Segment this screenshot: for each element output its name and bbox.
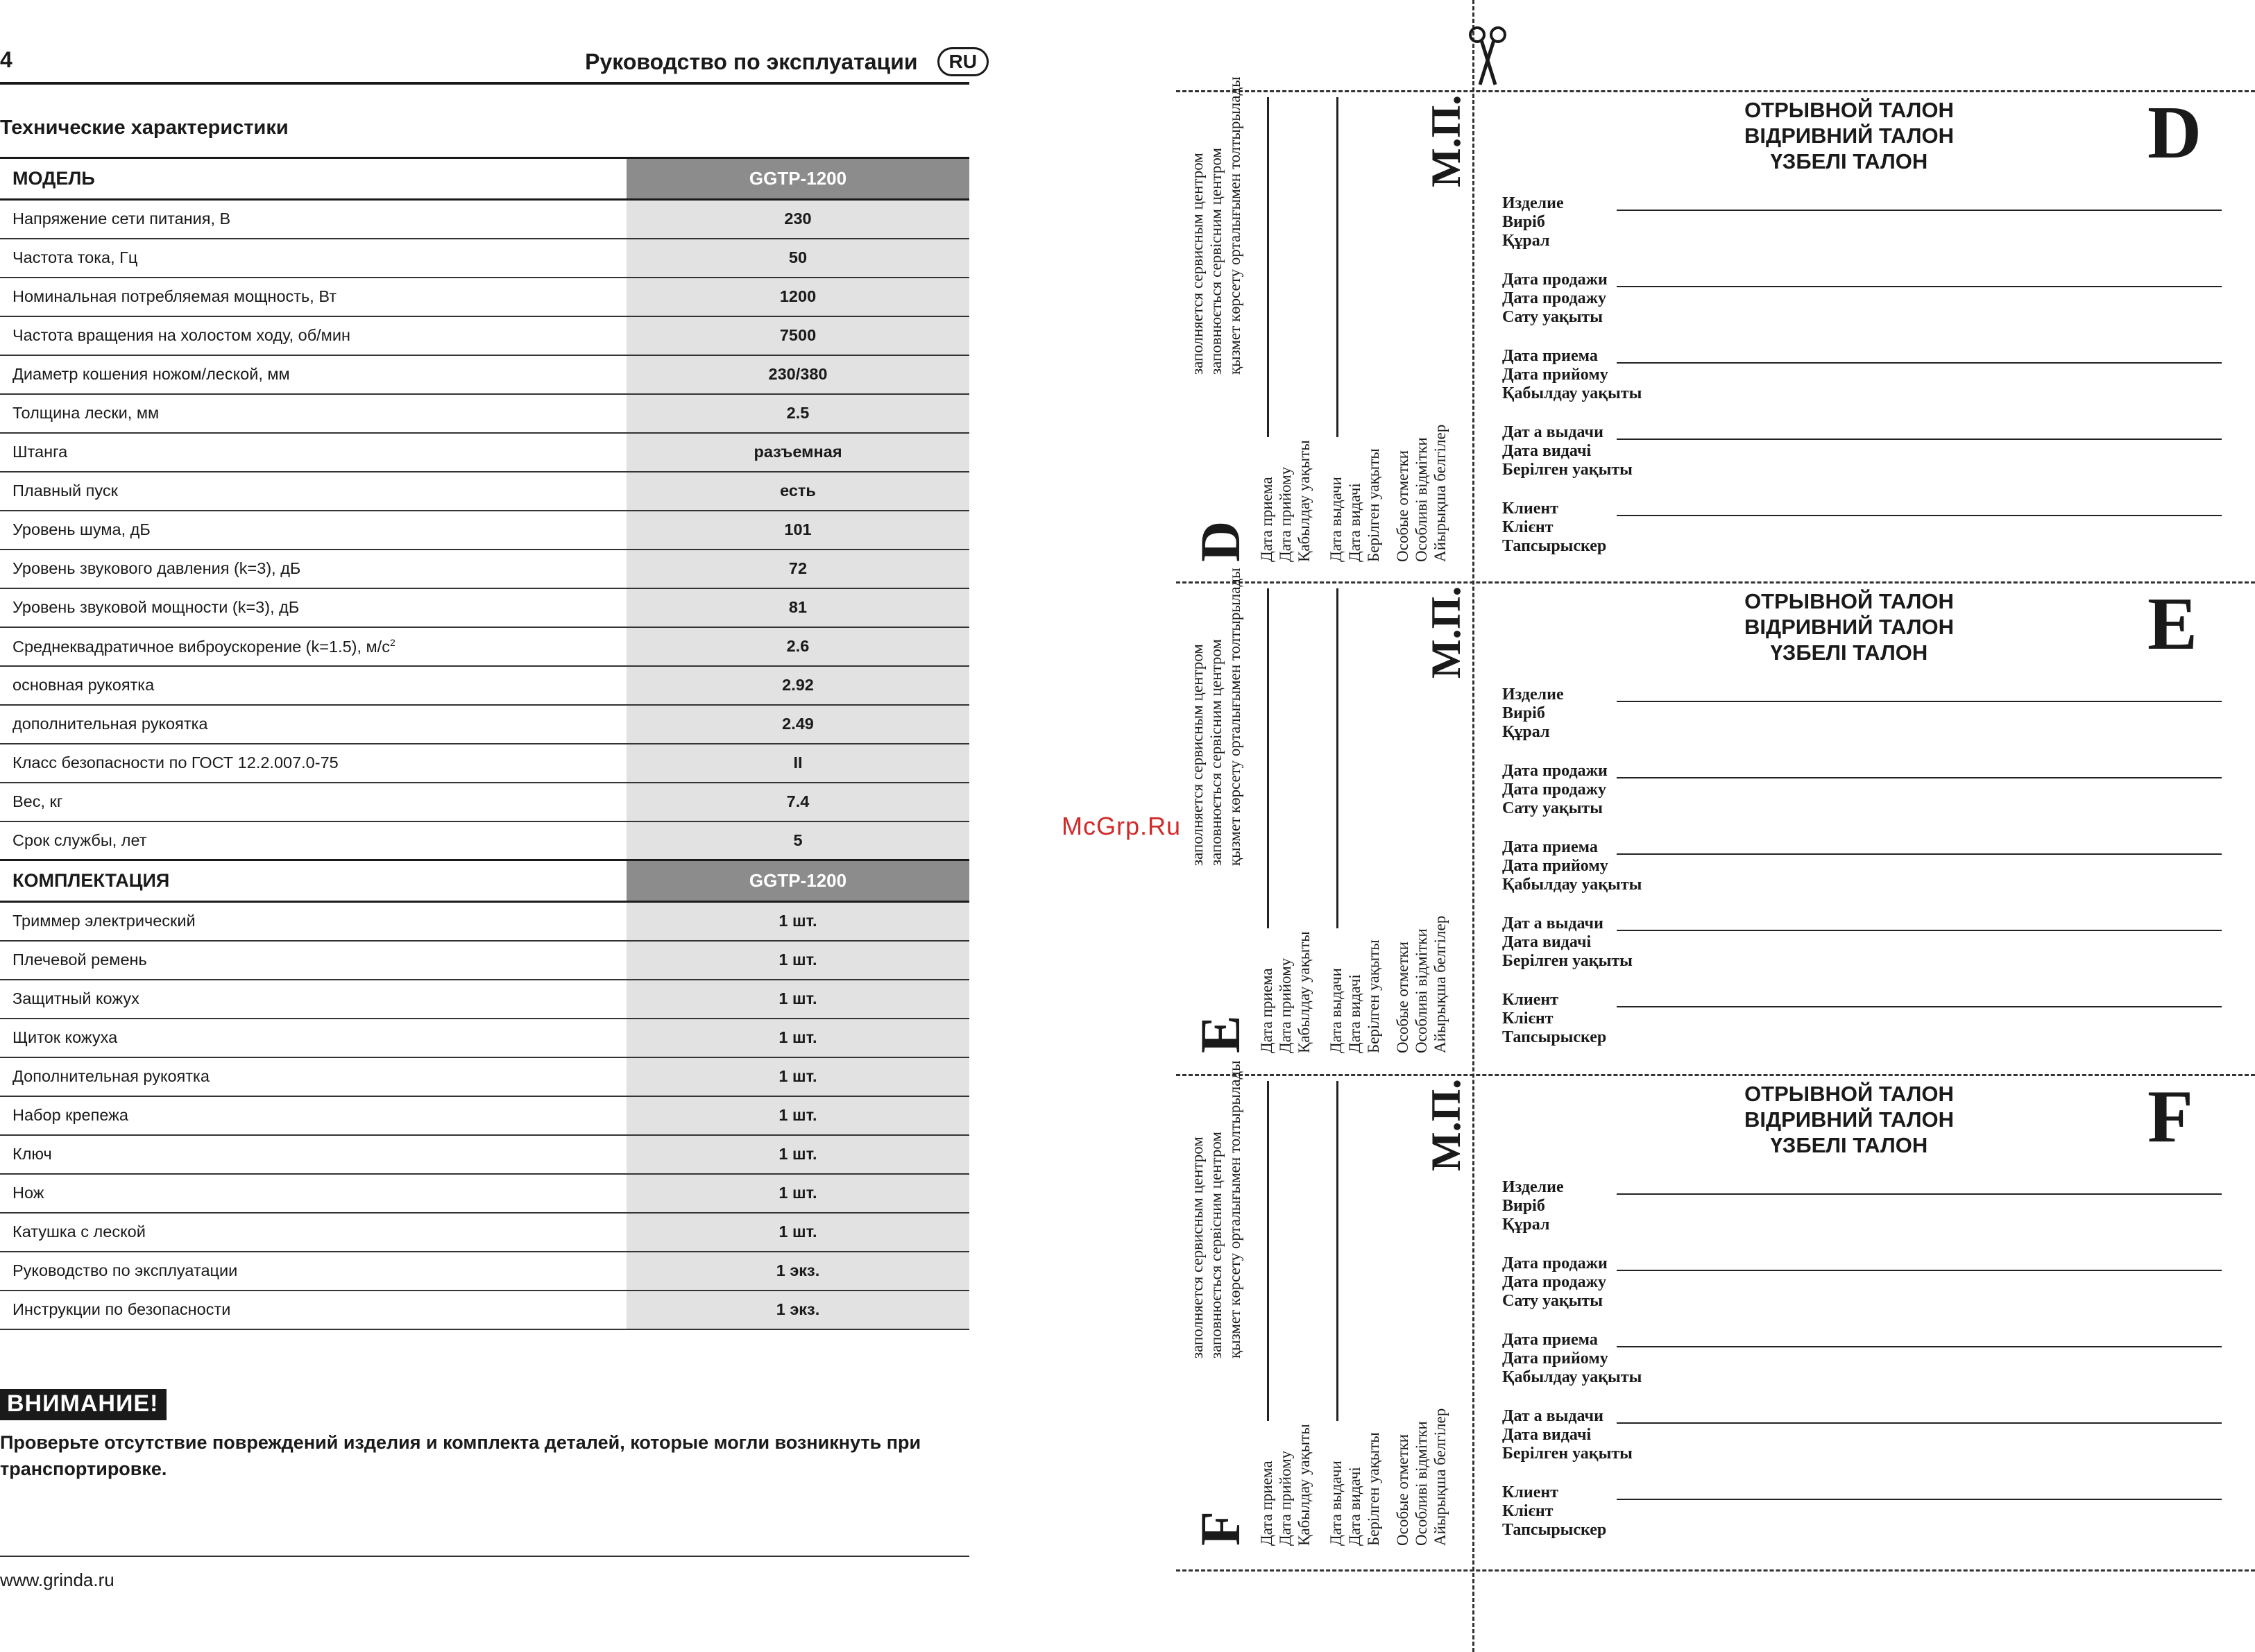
coupon-field-label: Сату уақыты bbox=[1502, 308, 1603, 326]
coupon-title-line: ОТРЫВНОЙ ТАЛОН bbox=[1744, 589, 1954, 613]
spec-table-header bbox=[0, 158, 969, 200]
row-label-text: Триммер электрический bbox=[12, 912, 196, 930]
coupon-field-line[interactable] bbox=[1617, 853, 2222, 855]
table-row bbox=[0, 550, 969, 588]
stub-issue-date-line: Дата выдачи bbox=[1327, 968, 1345, 1053]
table-row bbox=[0, 902, 969, 941]
stub-accept-date-line: Қабылдау уақыты bbox=[1295, 440, 1313, 562]
row-value: 2.92 bbox=[627, 666, 969, 705]
service-center-note-line: заполняется сервисным центром bbox=[1189, 153, 1206, 375]
stub-letter: E bbox=[1189, 1015, 1252, 1053]
row-label bbox=[0, 200, 627, 239]
coupon-field-label: Виріб bbox=[1502, 1197, 1545, 1215]
row-value: 1200 bbox=[627, 278, 969, 316]
coupon-field bbox=[1502, 1407, 1633, 1463]
coupon-field bbox=[1502, 1254, 1608, 1311]
coupon-field bbox=[1502, 1331, 1642, 1387]
coupon-field-label: Виріб bbox=[1502, 704, 1545, 722]
coupon-field-label: Дата прийому bbox=[1502, 857, 1608, 875]
row-label bbox=[0, 1019, 627, 1057]
row-value: 1 шт. bbox=[627, 1213, 969, 1252]
row-label bbox=[0, 744, 627, 783]
service-center-note-line: қызмет көрсету орталығымен толтырылады bbox=[1226, 1060, 1243, 1359]
header-rule bbox=[0, 82, 969, 85]
stub-issue-date-line: Дата видачі bbox=[1346, 974, 1363, 1053]
coupon-field-label: Дата продажу bbox=[1502, 781, 1606, 799]
coupon-field bbox=[1502, 991, 1606, 1047]
row-value: 5 bbox=[627, 821, 969, 860]
row-label bbox=[0, 783, 627, 821]
stub-special-notes-line: Особые отметки bbox=[1394, 450, 1411, 562]
row-value: 101 bbox=[627, 511, 969, 550]
stub-special-notes-line: Особливі відмітки bbox=[1413, 1421, 1430, 1546]
table-row bbox=[0, 1135, 969, 1174]
row-value: 7.4 bbox=[627, 783, 969, 821]
coupon-field-label: Дата продажу bbox=[1502, 1273, 1606, 1291]
table-row bbox=[0, 511, 969, 550]
coupon-field-line[interactable] bbox=[1617, 362, 2222, 364]
row-label bbox=[0, 394, 627, 433]
manual-title-text: Руководство по эксплуатации bbox=[585, 49, 918, 74]
row-label bbox=[0, 1213, 627, 1252]
table-row bbox=[0, 1057, 969, 1096]
row-label-text: Ключ bbox=[12, 1145, 52, 1163]
row-label-text: Уровень шума, дБ bbox=[12, 520, 151, 538]
stub-accept-date-line: Дата прийому bbox=[1277, 957, 1294, 1053]
table-row bbox=[0, 355, 969, 394]
coupon-field-label: Изделие bbox=[1502, 194, 1564, 212]
service-center-note-line: заповнюється сервісним центром bbox=[1207, 1132, 1225, 1359]
coupon-field-label: Дат а выдачи bbox=[1502, 423, 1603, 441]
coupon-title bbox=[1693, 588, 2005, 665]
service-center-note-line: заповнюється сервісним центром bbox=[1207, 639, 1225, 866]
stub-special-notes-line: Особые отметки bbox=[1394, 1434, 1411, 1546]
coupon-field-label: Сату уақыты bbox=[1502, 799, 1603, 817]
coupon-field-label: Дата продажи bbox=[1502, 271, 1608, 289]
row-value: 230/380 bbox=[627, 355, 969, 394]
row-label-sup: 2 bbox=[389, 636, 395, 648]
row-label-text: Набор крепежа bbox=[12, 1106, 128, 1124]
coupon-title-line: ВІДРИВНИЙ ТАЛОН bbox=[1744, 1107, 1954, 1132]
row-label bbox=[0, 980, 627, 1019]
coupon-field-line[interactable] bbox=[1617, 286, 2222, 287]
coupon-field bbox=[1502, 762, 1608, 818]
watermark: McGrp.Ru bbox=[1062, 812, 1182, 840]
section-title: Технические характеристики bbox=[0, 117, 289, 139]
warning-text: Проверьте отсутствие повреждений изделия и комплекта деталей, которые могли возникнуть при транспортировке. bbox=[0, 1432, 921, 1479]
coupon-field-line[interactable] bbox=[1617, 1193, 2222, 1195]
coupon-field-label: Клієнт bbox=[1502, 518, 1554, 536]
row-value: 1 экз. bbox=[627, 1291, 969, 1329]
row-value: II bbox=[627, 744, 969, 783]
row-value: 1 шт. bbox=[627, 902, 969, 941]
coupon-field-label: Дата приема bbox=[1502, 347, 1598, 365]
row-label bbox=[0, 588, 627, 627]
kit-table-header bbox=[0, 860, 969, 902]
table-row bbox=[0, 588, 969, 627]
coupon-field bbox=[1502, 914, 1633, 971]
stub-accept-date-line: Дата приема bbox=[1258, 477, 1275, 562]
page-number: 4 bbox=[0, 47, 12, 72]
stub-accept-date-line: Дата прийому bbox=[1277, 1450, 1294, 1546]
stub-issue-date-line: Дата видачі bbox=[1346, 483, 1363, 562]
row-label-text: Напряжение сети питания, В bbox=[12, 210, 231, 228]
table-header-model: GGTP-1200 bbox=[627, 158, 969, 200]
row-label-text: Среднеквадратичное виброускорение (k=1.5), м/с bbox=[12, 637, 390, 656]
row-value: 2.49 bbox=[627, 705, 969, 744]
table-row bbox=[0, 941, 969, 980]
warning-badge: ВНИМАНИЕ! bbox=[0, 1389, 167, 1420]
coupon-field-line[interactable] bbox=[1617, 701, 2222, 702]
coupon-title bbox=[1693, 1081, 2005, 1158]
row-label-text: Срок службы, лет bbox=[12, 831, 147, 849]
stub-accept-date-line: Қабылдау уақыты bbox=[1295, 1424, 1313, 1546]
coupon-field-label: Дата прийому bbox=[1502, 1349, 1608, 1368]
row-label bbox=[0, 941, 627, 980]
row-label bbox=[0, 1096, 627, 1135]
stub-special-notes bbox=[1393, 1408, 1499, 1546]
cut-line-bottom bbox=[1176, 1569, 2255, 1572]
table-row bbox=[0, 1252, 969, 1291]
coupon-field bbox=[1502, 1178, 1564, 1234]
stub-letter: D bbox=[1189, 520, 1252, 562]
coupon-field-line[interactable] bbox=[1617, 1006, 2222, 1007]
coupon-letter: D bbox=[2147, 92, 2202, 174]
service-center-note-line: қызмет көрсету орталығымен толтырылады bbox=[1226, 76, 1243, 375]
row-label-text: Плавный пуск bbox=[12, 482, 118, 500]
coupon-title-line: ОТРЫВНОЙ ТАЛОН bbox=[1744, 98, 1954, 122]
coupon-title-line: ҮЗБЕЛІ ТАЛОН bbox=[1770, 149, 1928, 173]
row-label-text: дополнительная рукоятка bbox=[12, 715, 208, 733]
coupon-field-label: Клиент bbox=[1502, 500, 1558, 518]
coupon-field-label: Сату уақыты bbox=[1502, 1292, 1603, 1310]
stub-issue-date-line: Берілген уақыты bbox=[1365, 1432, 1382, 1546]
row-value: 7500 bbox=[627, 316, 969, 355]
row-value: 230 bbox=[627, 200, 969, 239]
service-center-note-line: заполняется сервисным центром bbox=[1189, 1136, 1206, 1359]
row-value: разъемная bbox=[627, 433, 969, 472]
coupon-field-label: Дата видачі bbox=[1502, 1426, 1592, 1444]
coupon-field-label: Дата продажи bbox=[1502, 762, 1608, 780]
stamp-mark: М.П. bbox=[1423, 586, 1469, 679]
row-label bbox=[0, 550, 627, 588]
coupon-field-line[interactable] bbox=[1617, 1346, 2222, 1347]
coupon-field-label: Қабылдау уақыты bbox=[1502, 876, 1642, 894]
row-label-text: Руководство по эксплуатации bbox=[12, 1261, 238, 1279]
table-row bbox=[0, 980, 969, 1019]
row-label bbox=[0, 902, 627, 941]
row-label-text: Частота тока, Гц bbox=[12, 248, 138, 266]
coupon-field-line[interactable] bbox=[1617, 1270, 2222, 1271]
row-value: 1 шт. bbox=[627, 1057, 969, 1096]
row-label bbox=[0, 472, 627, 511]
coupon-field-label: Қабылдау уақыты bbox=[1502, 1368, 1642, 1386]
stub-special-notes-line: Особливі відмітки bbox=[1413, 928, 1430, 1053]
row-label bbox=[0, 278, 627, 316]
row-value: 1 шт. bbox=[627, 1174, 969, 1213]
coupon-field-label: Дата приема bbox=[1502, 1331, 1598, 1349]
stub-special-notes bbox=[1393, 916, 1992, 1053]
stub-special-notes-line: Айырықша белгілер bbox=[1431, 915, 1449, 1053]
stub-accept-date-line: Дата приема bbox=[1258, 968, 1275, 1053]
language-badge: RU bbox=[937, 47, 989, 76]
table-header-label: МОДЕЛЬ bbox=[0, 158, 627, 200]
row-label bbox=[0, 666, 627, 705]
service-center-note-line: заповнюється сервісним центром bbox=[1207, 148, 1225, 375]
coupon-field-label: Дат а выдачи bbox=[1502, 914, 1603, 933]
row-label bbox=[0, 239, 627, 278]
coupon-title-line: ВІДРИВНИЙ ТАЛОН bbox=[1744, 124, 1954, 148]
coupon-field-label: Берілген уақыты bbox=[1502, 461, 1633, 479]
row-value: есть bbox=[627, 472, 969, 511]
coupon-field-line[interactable] bbox=[1617, 210, 2222, 211]
row-value: 72 bbox=[627, 550, 969, 588]
coupon-field-label: Қабылдау уақыты bbox=[1502, 384, 1642, 402]
row-value: 50 bbox=[627, 239, 969, 278]
stub-line-service bbox=[1267, 588, 1269, 928]
row-value: 81 bbox=[627, 588, 969, 627]
table-row bbox=[0, 239, 969, 278]
row-label-text: Диаметр кошения ножом/леской, мм bbox=[12, 365, 290, 383]
stamp-mark: М.П. bbox=[1423, 94, 1469, 187]
stub-special-notes-line: Особые отметки bbox=[1394, 942, 1411, 1053]
coupon-field-label: Құрал bbox=[1502, 232, 1550, 250]
coupon-field bbox=[1502, 1483, 1606, 1540]
coupon-field bbox=[1502, 423, 1633, 479]
row-value: 1 шт. bbox=[627, 1019, 969, 1057]
coupon-field bbox=[1502, 686, 1564, 742]
coupon-field bbox=[1502, 271, 1608, 327]
coupon-field bbox=[1502, 838, 1642, 894]
coupon-field-label: Клиент bbox=[1502, 1483, 1558, 1501]
table-row bbox=[0, 821, 969, 860]
row-label-text: Инструкции по безопасности bbox=[12, 1300, 231, 1318]
coupon-field-label: Клієнт bbox=[1502, 1502, 1554, 1520]
coupon-field-label: Құрал bbox=[1502, 723, 1550, 741]
row-value: 1 шт. bbox=[627, 980, 969, 1019]
row-value: 1 шт. bbox=[627, 1096, 969, 1135]
coupon-field-label: Тапсырыскер bbox=[1502, 1028, 1607, 1046]
row-label-text: Штанга bbox=[12, 443, 68, 461]
row-label-text: основная рукоятка bbox=[12, 676, 155, 694]
stub-accept-date-line: Дата приема bbox=[1258, 1461, 1275, 1546]
stub-special-notes-line: Айырықша белгілер bbox=[1431, 424, 1449, 562]
row-label bbox=[0, 1135, 627, 1174]
coupon-field-label: Дата продажи bbox=[1502, 1254, 1608, 1272]
stub-issue-date-line: Берілген уақыты bbox=[1365, 448, 1382, 562]
row-label-text: Класс безопасности по ГОСТ 12.2.007.0-75 bbox=[12, 753, 339, 772]
coupon-title bbox=[1693, 97, 2005, 174]
row-label-text: Защитный кожух bbox=[12, 989, 139, 1007]
stub-special-notes-line: Особливі відмітки bbox=[1413, 437, 1430, 562]
row-value: 1 экз. bbox=[627, 1252, 969, 1291]
coupon-field-label: Берілген уақыты bbox=[1502, 1445, 1633, 1463]
coupon-field-line[interactable] bbox=[1617, 1499, 2222, 1500]
row-label-text: Вес, кг bbox=[12, 792, 63, 810]
table-row bbox=[0, 744, 969, 783]
stamp-mark: М.П. bbox=[1423, 1078, 1469, 1171]
coupon-title-line: ҮЗБЕЛІ ТАЛОН bbox=[1770, 640, 1928, 665]
coupon-field-label: Берілген уақыты bbox=[1502, 952, 1633, 970]
manual-title bbox=[585, 47, 989, 76]
row-label bbox=[0, 705, 627, 744]
table-row bbox=[0, 200, 969, 239]
coupon-field-label: Құрал bbox=[1502, 1216, 1550, 1234]
coupon-field-label: Дат а выдачи bbox=[1502, 1407, 1603, 1425]
stub-line-accept bbox=[1336, 1081, 1338, 1421]
stub-letter: F bbox=[1189, 1510, 1252, 1546]
row-label bbox=[0, 355, 627, 394]
table-row bbox=[0, 472, 969, 511]
row-label-text: Катушка с леской bbox=[12, 1223, 146, 1241]
table-row bbox=[0, 433, 969, 472]
coupon-title-line: ВІДРИВНИЙ ТАЛОН bbox=[1744, 615, 1954, 639]
coupon-field-line[interactable] bbox=[1617, 777, 2222, 778]
row-label-text: Уровень звуковой мощности (k=3), дБ bbox=[12, 598, 300, 616]
stub-line-accept bbox=[1336, 97, 1338, 437]
stub-issue-date-line: Дата видачі bbox=[1346, 1467, 1363, 1546]
row-label-text: Плечевой ремень bbox=[12, 951, 147, 969]
row-label bbox=[0, 821, 627, 860]
row-label-text: Толщина лески, мм bbox=[12, 404, 160, 422]
row-value: 2.5 bbox=[627, 394, 969, 433]
stub-accept-date-line: Қабылдау уақыты bbox=[1295, 931, 1313, 1053]
coupon-field bbox=[1502, 500, 1606, 556]
table-row bbox=[0, 705, 969, 744]
row-label-text: Частота вращения на холостом ходу, об/мин bbox=[12, 326, 350, 344]
table-row bbox=[0, 627, 969, 666]
coupon-field-label: Тапсырыскер bbox=[1502, 1521, 1607, 1539]
row-label-text: Нож bbox=[12, 1184, 44, 1202]
row-label bbox=[0, 316, 627, 355]
spec-table bbox=[0, 157, 969, 1330]
coupon-field-line[interactable] bbox=[1617, 930, 2222, 931]
stub-special-notes-line: Айырықша белгілер bbox=[1431, 1408, 1449, 1546]
row-label-text: Щиток кожуха bbox=[12, 1028, 118, 1046]
coupon-field-label: Изделие bbox=[1502, 1178, 1564, 1196]
row-label bbox=[0, 1174, 627, 1213]
coupon-field bbox=[1502, 347, 1642, 403]
stub-line-service bbox=[1267, 97, 1269, 437]
row-value: 1 шт. bbox=[627, 1135, 969, 1174]
table-row bbox=[0, 783, 969, 821]
table-row bbox=[0, 1213, 969, 1252]
coupon-title-line: ҮЗБЕЛІ ТАЛОН bbox=[1770, 1133, 1928, 1157]
row-label bbox=[0, 1057, 627, 1096]
table-row bbox=[0, 1291, 969, 1329]
stub-issue-date-line: Дата выдачи bbox=[1327, 477, 1345, 562]
row-label bbox=[0, 1252, 627, 1291]
coupon-field-label: Дата видачі bbox=[1502, 442, 1592, 460]
row-label bbox=[0, 1291, 627, 1329]
footer-url[interactable]: www.grinda.ru bbox=[0, 1569, 114, 1590]
coupon-field-label: Виріб bbox=[1502, 213, 1545, 231]
table-header-model: GGTP-1200 bbox=[627, 860, 969, 902]
stub-issue-date-line: Дата выдачи bbox=[1327, 1461, 1345, 1546]
coupon-field-label: Дата приема bbox=[1502, 838, 1598, 856]
row-label bbox=[0, 627, 627, 666]
coupon-field-label: Изделие bbox=[1502, 686, 1564, 704]
coupon-field-line[interactable] bbox=[1617, 515, 2222, 516]
row-label bbox=[0, 433, 627, 472]
coupon-field-label: Тапсырыскер bbox=[1502, 537, 1607, 555]
footer-rule bbox=[0, 1556, 969, 1557]
stub-line-accept bbox=[1336, 588, 1338, 928]
stub-issue-date-line: Берілген уақыты bbox=[1365, 939, 1382, 1053]
coupon-field bbox=[1502, 194, 1564, 250]
row-value: 1 шт. bbox=[627, 941, 969, 980]
row-label-text: Дополнительная рукоятка bbox=[12, 1067, 210, 1085]
table-row bbox=[0, 1096, 969, 1135]
stub-accept-date-line: Дата прийому bbox=[1277, 466, 1294, 562]
table-row bbox=[0, 278, 969, 316]
row-label bbox=[0, 511, 627, 550]
coupon-letter: E bbox=[2147, 583, 2198, 665]
stub-line-service bbox=[1267, 1081, 1269, 1421]
coupon-field-line[interactable] bbox=[1617, 438, 2222, 440]
table-row bbox=[0, 316, 969, 355]
service-center-note-line: қызмет көрсету орталығымен толтырылады bbox=[1226, 568, 1243, 866]
service-center-note-line: заполняется сервисным центром bbox=[1189, 644, 1206, 866]
row-label-text: Уровень звукового давления (k=3), дБ bbox=[12, 559, 301, 577]
coupon-field-label: Дата видачі bbox=[1502, 933, 1592, 951]
table-row bbox=[0, 1019, 969, 1057]
coupon-field-label: Клієнт bbox=[1502, 1010, 1554, 1028]
coupon-field-line[interactable] bbox=[1617, 1422, 2222, 1424]
row-value: 2.6 bbox=[627, 627, 969, 666]
table-row bbox=[0, 666, 969, 705]
coupon-title-line: ОТРЫВНОЙ ТАЛОН bbox=[1744, 1082, 1954, 1106]
coupon-field-label: Дата прийому bbox=[1502, 366, 1608, 384]
coupon-field-label: Дата продажу bbox=[1502, 289, 1606, 307]
coupon-letter: F bbox=[2147, 1075, 2193, 1158]
row-label-text: Номинальная потребляемая мощность, Вт bbox=[12, 287, 337, 305]
coupon-field-label: Клиент bbox=[1502, 991, 1558, 1009]
table-row bbox=[0, 1174, 969, 1213]
table-header-label: КОМПЛЕКТАЦИЯ bbox=[0, 860, 627, 902]
table-row bbox=[0, 394, 969, 433]
